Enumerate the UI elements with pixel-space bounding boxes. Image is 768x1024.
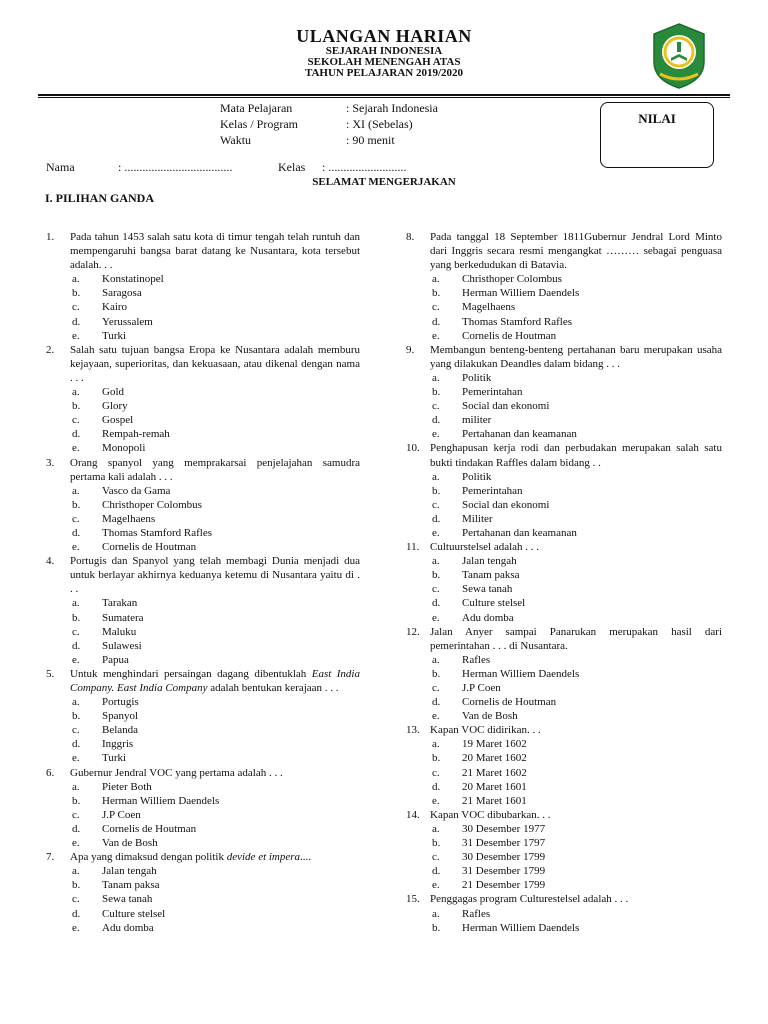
option-letter: e. <box>72 541 80 554</box>
option-letter: c. <box>432 301 440 314</box>
question-text: Membangun benteng-benteng pertahanan baru merupakan usaha yang dilakukan Deandles dalam bidang . . . <box>430 343 722 370</box>
option-text: Tarakan <box>102 597 138 610</box>
answer-option <box>46 272 360 286</box>
option-letter: e. <box>72 921 80 934</box>
option-text: Herman Williem Daendels <box>462 921 580 934</box>
option-text: Yerussalem <box>102 315 153 328</box>
option-text: Gold <box>102 386 124 399</box>
answer-option <box>406 484 722 498</box>
answer-option <box>406 878 722 892</box>
answer-option <box>406 272 722 286</box>
option-letter: b. <box>432 386 441 399</box>
question-column-right <box>406 230 722 935</box>
option-text: Sewa tanah <box>102 893 153 906</box>
option-text: Jalan tengah <box>462 555 517 568</box>
time-value: : 90 menit <box>346 133 395 147</box>
question-number: 13. <box>406 724 420 737</box>
answer-option <box>406 315 722 329</box>
option-letter: e. <box>432 879 440 892</box>
option-text: Tanam paksa <box>102 879 160 892</box>
answer-option <box>406 498 722 512</box>
question-item <box>406 892 722 906</box>
question-number: 15. <box>406 893 420 906</box>
option-text: Thomas Stamford Rafles <box>102 526 212 539</box>
question-text: Jalan Anyer sampai Panarukan merupakan hasil dari pemerintahan . . . di Nusantara. <box>430 625 722 652</box>
option-letter: c. <box>72 808 80 821</box>
score-box <box>600 102 714 168</box>
answer-option <box>406 371 722 385</box>
option-letter: b. <box>72 498 81 511</box>
answer-option <box>46 878 360 892</box>
school-logo <box>650 22 708 90</box>
answer-option <box>406 850 722 864</box>
answer-option <box>406 413 722 427</box>
question-text: Salah satu tujuan bangsa Eropa ke Nusantara adalah memburu kejayaan, superioritas, dan kekuasaan, atau dikenal dengan nama . . . <box>70 343 360 384</box>
option-text: Sumatera <box>102 611 144 624</box>
option-letter: e. <box>432 329 440 342</box>
answer-option <box>46 921 360 935</box>
option-text: Cornelis de Houtman <box>462 696 557 709</box>
option-text: 31 Desember 1797 <box>462 837 546 850</box>
option-text: Papua <box>102 653 129 666</box>
option-text: Kairo <box>102 301 128 314</box>
option-text: Turki <box>102 329 127 342</box>
answer-option <box>406 470 722 484</box>
answer-option <box>46 864 360 878</box>
option-letter: a. <box>72 484 80 497</box>
option-text: militer <box>462 414 492 427</box>
question-number: 5. <box>46 667 55 680</box>
option-letter: a. <box>432 822 440 835</box>
option-letter: b. <box>432 752 441 765</box>
option-letter: b. <box>72 794 81 807</box>
answer-option <box>46 526 360 540</box>
name-field: : .................................... <box>118 160 233 174</box>
answer-option <box>46 315 360 329</box>
subtitle-subject: SEJARAH INDONESIA <box>325 45 443 57</box>
option-letter: a. <box>432 371 440 384</box>
option-letter: a. <box>72 865 80 878</box>
option-letter: a. <box>432 273 440 286</box>
question-column-left <box>46 230 360 935</box>
answer-option <box>406 766 722 780</box>
option-letter: e. <box>432 710 440 723</box>
name-label: Nama <box>46 160 75 174</box>
header-rule-thick <box>38 94 730 96</box>
option-text: Cornelis de Houtman <box>102 541 197 554</box>
question-number: 9. <box>406 343 415 356</box>
option-text: Pieter Both <box>102 780 152 793</box>
question-item <box>406 343 722 371</box>
option-letter: d. <box>432 315 441 328</box>
question-text: Kapan VOC didirikan. . . <box>430 724 541 737</box>
option-text: 30 Desember 1799 <box>462 851 546 864</box>
option-letter: d. <box>432 512 441 525</box>
option-letter: a. <box>432 653 440 666</box>
option-text: Thomas Stamford Rafles <box>462 315 572 328</box>
option-letter: d. <box>432 414 441 427</box>
answer-option <box>46 512 360 526</box>
option-text: Rafles <box>462 653 491 666</box>
option-letter: a. <box>72 780 80 793</box>
option-letter: d. <box>432 780 441 793</box>
question-number: 8. <box>406 231 415 243</box>
page-title: ULANGAN HARIAN <box>296 26 472 46</box>
answer-option <box>46 286 360 300</box>
answer-option <box>406 751 722 765</box>
question-item <box>406 723 722 737</box>
answer-option <box>46 484 360 498</box>
answer-option <box>406 681 722 695</box>
option-text: Social dan ekonomi <box>462 498 550 511</box>
question-text <box>70 667 360 695</box>
option-letter: b. <box>72 611 81 624</box>
subject-value: : Sejarah Indonesia <box>346 101 438 115</box>
question-text-italic: East India Company. East India Company <box>70 667 360 694</box>
answer-option <box>406 582 722 596</box>
answer-option <box>46 836 360 850</box>
answer-option <box>46 300 360 314</box>
question-number: 12. <box>406 625 420 638</box>
question-text-part: .... <box>300 851 312 864</box>
option-text: Cornelis de Houtman <box>102 822 197 835</box>
option-text: Magelhaens <box>102 512 156 525</box>
question-item <box>46 456 360 484</box>
option-text: Social dan ekonomi <box>462 400 550 413</box>
answer-option <box>46 611 360 625</box>
option-text: J.P Coen <box>102 808 141 821</box>
question-item <box>46 343 360 385</box>
option-text: Glory <box>102 400 128 413</box>
option-letter: e. <box>72 329 80 342</box>
question-text <box>70 850 360 864</box>
option-text: Monopoli <box>102 442 146 455</box>
option-letter: d. <box>72 738 81 751</box>
option-text: Culture stelsel <box>102 907 166 920</box>
answer-option <box>46 498 360 512</box>
option-letter: c. <box>432 400 440 413</box>
option-letter: d. <box>72 822 81 835</box>
answer-option <box>406 921 722 935</box>
question-item <box>406 540 722 554</box>
greeting: SELAMAT MENGERJAKAN <box>312 176 456 188</box>
answer-option <box>46 751 360 765</box>
answer-option <box>406 864 722 878</box>
option-letter: e. <box>432 794 440 807</box>
answer-option <box>46 709 360 723</box>
answer-option <box>46 653 360 667</box>
question-text-part: adalah bentukan kerajaan . . . <box>207 682 339 694</box>
question-text-part: Untuk menghindari persaingan dagang dibentuklah <box>70 667 312 680</box>
option-text: Maluku <box>102 625 137 638</box>
answer-option <box>46 329 360 343</box>
option-text: Herman Williem Daendels <box>462 287 580 300</box>
answer-option <box>406 794 722 808</box>
option-letter: e. <box>72 837 80 850</box>
option-letter: c. <box>72 512 80 525</box>
answer-option <box>46 385 360 399</box>
question-item <box>406 441 722 469</box>
answer-option <box>46 441 360 455</box>
answer-option <box>406 596 722 610</box>
answer-option <box>46 907 360 921</box>
answer-option <box>46 723 360 737</box>
option-letter: d. <box>432 696 441 709</box>
option-text: 20 Maret 1602 <box>462 752 527 765</box>
option-text: Van de Bosh <box>102 837 158 850</box>
option-text: Portugis <box>102 696 139 709</box>
option-text: Inggris <box>102 738 134 751</box>
question-item <box>406 808 722 822</box>
option-text: Cornelis de Houtman <box>462 329 557 342</box>
question-text: Penghapusan kerja rodi dan perbudakan merupakan salah satu bukti tindakan Raffles dalam bidang . . <box>430 442 722 469</box>
option-letter: c. <box>72 301 80 314</box>
answer-option <box>406 780 722 794</box>
option-text: Sewa tanah <box>462 583 513 596</box>
subtitle-school: SEKOLAH MENENGAH ATAS <box>307 56 461 68</box>
question-item <box>46 230 360 272</box>
option-letter: b. <box>432 287 441 300</box>
question-number: 14. <box>406 808 420 821</box>
question-number: 10. <box>406 442 420 455</box>
answer-option <box>406 329 722 343</box>
question-number: 11. <box>406 541 420 554</box>
option-text: 30 Desember 1977 <box>462 822 546 835</box>
answer-option <box>46 540 360 554</box>
answer-option <box>406 836 722 850</box>
option-letter: e. <box>72 752 80 765</box>
option-text: Pemerintahan <box>462 484 523 497</box>
answer-option <box>406 427 722 441</box>
option-letter: d. <box>72 639 81 652</box>
answer-option <box>46 737 360 751</box>
option-letter: e. <box>432 428 440 441</box>
question-text: Gubernur Jendral VOC yang pertama adalah . . . <box>70 766 283 779</box>
answer-option <box>406 653 722 667</box>
option-letter: b. <box>72 287 81 300</box>
option-text: Rempah-remah <box>102 428 170 441</box>
option-text: Culture stelsel <box>462 597 526 610</box>
question-item <box>406 625 722 653</box>
question-text: Penggagas program Culturestelsel adalah . . . <box>430 893 629 906</box>
option-letter: a. <box>432 555 440 568</box>
option-text: 21 Maret 1601 <box>462 794 527 807</box>
option-letter: c. <box>432 851 440 864</box>
option-letter: e. <box>432 526 440 539</box>
option-text: Pemerintahan <box>462 386 523 399</box>
question-number: 7. <box>46 851 55 864</box>
question-item <box>406 230 722 272</box>
question-number: 3. <box>46 456 55 469</box>
answer-option <box>406 737 722 751</box>
option-text: Tanam paksa <box>462 569 520 582</box>
option-text: 31 Desember 1799 <box>462 865 546 878</box>
option-letter: a. <box>432 738 440 751</box>
option-text: Christhoper Colombus <box>462 273 562 286</box>
answer-option <box>406 709 722 723</box>
option-text: Politik <box>462 470 492 483</box>
answer-option <box>46 596 360 610</box>
option-text: Spanyol <box>102 710 139 723</box>
question-number: 2. <box>46 343 55 356</box>
option-letter: c. <box>72 625 80 638</box>
answer-option <box>406 907 722 921</box>
option-text: Politik <box>462 371 492 384</box>
answer-option <box>46 427 360 441</box>
option-letter: a. <box>72 597 80 610</box>
question-text: Pada tahun 1453 salah satu kota di timur tengah telah runtuh dan mempengaruhi bangsa barat datang ke Nusantara, kota tersebut adalah. . . <box>70 231 360 272</box>
question-number: 4. <box>46 555 55 568</box>
answer-option <box>46 780 360 794</box>
question-text: Orang spanyol yang memprakarsai penjelajahan samudra pertama kali adalah . . . <box>70 456 360 483</box>
answer-option <box>46 413 360 427</box>
option-letter: c. <box>432 583 440 596</box>
answer-option <box>46 822 360 836</box>
option-letter: d. <box>432 865 441 878</box>
option-text: J.P Coen <box>462 682 501 694</box>
header-rule-thin <box>38 97 730 98</box>
option-text: Turki <box>102 752 127 765</box>
option-text: Rafles <box>462 907 491 920</box>
answer-option <box>406 554 722 568</box>
answer-option <box>46 794 360 808</box>
option-text: Konstatinopel <box>102 273 164 286</box>
option-letter: c. <box>72 414 80 427</box>
option-letter: e. <box>72 653 80 666</box>
answer-option <box>406 300 722 314</box>
option-text: Belanda <box>102 724 139 737</box>
question-item <box>46 766 360 780</box>
score-label: NILAI <box>638 111 676 126</box>
answer-option <box>406 611 722 625</box>
answer-option <box>46 892 360 906</box>
question-text: Portugis dan Spanyol yang telah membagi Dunia menjadi dua untuk berlayar akhirnya keduanya ketemu di Nusantara yaitu di . . . <box>70 555 360 596</box>
question-text-part: Apa yang dimaksud dengan politik <box>70 851 227 864</box>
option-letter: d. <box>72 526 81 539</box>
answer-option <box>406 526 722 540</box>
kelas-field: : .......................... <box>322 160 407 174</box>
question-text: Kapan VOC dibubarkan. . . <box>430 808 551 821</box>
answer-option <box>406 286 722 300</box>
class-label: Kelas / Program <box>220 117 298 131</box>
option-letter: b. <box>72 400 81 413</box>
option-letter: b. <box>72 710 81 723</box>
answer-option <box>406 695 722 709</box>
option-letter: c. <box>432 682 440 694</box>
question-item <box>46 667 360 695</box>
question-item <box>46 850 360 864</box>
option-letter: b. <box>72 879 81 892</box>
option-text: Vasco da Gama <box>102 484 171 497</box>
option-letter: b. <box>432 484 441 497</box>
question-text-italic: devide et impera <box>226 851 301 864</box>
option-text: Herman Williem Daendels <box>462 667 580 680</box>
question-text: Cultuurstelsel adalah . . . <box>430 541 540 554</box>
answer-option <box>46 808 360 822</box>
answer-option <box>46 695 360 709</box>
option-text: Gospel <box>102 414 134 427</box>
option-text: Saragosa <box>102 287 142 300</box>
option-letter: e. <box>72 442 80 455</box>
answer-option <box>406 512 722 526</box>
option-letter: b. <box>432 837 441 850</box>
option-text: 19 Maret 1602 <box>462 738 527 751</box>
option-text: Van de Bosh <box>462 710 518 723</box>
option-text: Jalan tengah <box>102 865 157 878</box>
answer-option <box>46 639 360 653</box>
option-letter: b. <box>432 569 441 582</box>
section-title: I. PILIHAN GANDA <box>45 191 155 205</box>
option-text: Sulawesi <box>102 639 142 652</box>
subject-label: Mata Pelajaran <box>220 101 293 115</box>
subtitle-year: TAHUN PELAJARAN 2019/2020 <box>304 67 464 79</box>
option-letter: a. <box>432 470 440 483</box>
question-text: Pada tanggal 18 September 1811Gubernur Jendral Lord Minto dari Inggris secara resmi mengangkat ……… sebagai penguasa yang berkedudukan di Batavia. <box>430 231 722 272</box>
option-text: Christhoper Colombus <box>102 498 202 511</box>
option-letter: c. <box>432 498 440 511</box>
answer-option <box>406 399 722 413</box>
option-text: Pertahanan dan keamanan <box>462 526 577 539</box>
option-letter: e. <box>432 611 440 624</box>
option-letter: d. <box>72 907 81 920</box>
option-letter: a. <box>72 696 80 709</box>
option-text: Magelhaens <box>462 301 516 314</box>
option-letter: b. <box>432 921 441 934</box>
answer-option <box>406 385 722 399</box>
option-text: 21 Maret 1602 <box>462 766 527 779</box>
question-item <box>46 554 360 596</box>
option-text: Pertahanan dan keamanan <box>462 428 577 441</box>
class-value: : XI (Sebelas) <box>346 117 413 131</box>
option-letter: a. <box>432 907 440 920</box>
question-number: 6. <box>46 766 55 779</box>
answer-option <box>46 625 360 639</box>
answer-option <box>406 568 722 582</box>
option-letter: a. <box>72 273 80 286</box>
answer-option <box>406 667 722 681</box>
option-text: Militer <box>462 512 493 525</box>
option-text: 21 Desember 1799 <box>462 879 546 892</box>
option-letter: a. <box>72 386 80 399</box>
option-letter: d. <box>72 315 81 328</box>
answer-option <box>406 822 722 836</box>
option-letter: d. <box>432 597 441 610</box>
kelas-label: Kelas <box>278 160 306 174</box>
option-text: 20 Maret 1601 <box>462 780 527 793</box>
option-letter: b. <box>432 667 441 680</box>
option-text: Herman Williem Daendels <box>102 794 220 807</box>
question-number: 1. <box>46 231 55 243</box>
option-letter: c. <box>72 893 80 906</box>
option-letter: d. <box>72 428 81 441</box>
option-letter: c. <box>72 724 80 737</box>
option-text: Adu domba <box>462 611 514 624</box>
time-label: Waktu <box>220 133 252 147</box>
answer-option <box>46 399 360 413</box>
option-text: Adu domba <box>102 921 154 934</box>
option-letter: c. <box>432 766 440 779</box>
